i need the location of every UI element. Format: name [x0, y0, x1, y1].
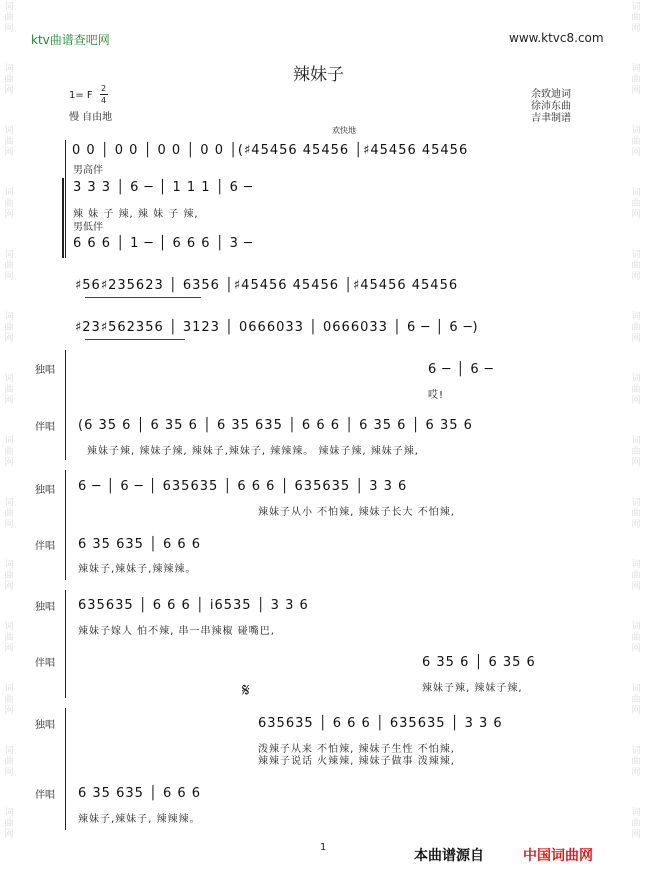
watermark-glyph-group: 词 曲 网	[631, 808, 641, 840]
label-male-high: 男高伴	[73, 165, 103, 176]
system-4-solo-staff: 6 ─ │ 6 ─	[428, 362, 494, 377]
watermark-glyph-group: 词 曲 网	[4, 250, 14, 282]
watermark-glyph-group: 词 曲 网	[631, 498, 641, 530]
watermark-glyph-group: 词 曲 网	[4, 126, 14, 158]
watermark-glyph-group: 词 曲 网	[631, 2, 641, 34]
watermark-glyph-group: 词 曲 网	[4, 312, 14, 344]
tempo-change-marking: 欢快地	[332, 126, 356, 135]
system-6-left-barline	[65, 590, 66, 698]
song-title: 辣妹子	[293, 65, 344, 85]
system-6-chorus-lyric: 辣妹子辣, 辣妹子辣,	[422, 683, 523, 694]
system-5-solo-lyric: 辣妹子从小 不怕辣, 辣妹子长大 不怕辣,	[258, 507, 455, 518]
watermark-glyph-group: 词 曲 网	[631, 746, 641, 778]
system-7-left-barline	[65, 708, 66, 830]
system-7-chorus-staff: 6 35 635 │ 6 6 6	[78, 786, 202, 801]
source-site-link[interactable]: 中国词曲网	[523, 848, 593, 864]
label-chorus-6: 伴唱	[35, 658, 55, 669]
watermark-glyph-group: 词 曲 网	[4, 2, 14, 34]
label-chorus-7: 伴唱	[35, 790, 55, 801]
label-chorus-5: 伴唱	[35, 541, 55, 552]
system-3-beam	[85, 339, 185, 340]
arranger-credit: 吉聿制谱	[531, 113, 571, 124]
watermark-glyph-group: 词 曲 网	[631, 560, 641, 592]
label-solo-6: 独唱	[35, 602, 55, 613]
segno-sign: 𝄋	[242, 680, 250, 701]
watermark-glyph-group: 词 曲 网	[4, 808, 14, 840]
watermark-glyph-group: 词 曲 网	[631, 64, 641, 96]
system-4-left-barline	[65, 350, 66, 460]
label-solo-4: 独唱	[35, 365, 55, 376]
system-5-chorus-lyric: 辣妹子,辣妹子,辣辣辣。	[78, 564, 197, 575]
site-url-right[interactable]: www.ktvc8.com	[509, 31, 604, 45]
system-7-solo-lyric-2: 辣辣子说话 火辣辣, 辣妹子做事 泼辣辣,	[258, 756, 455, 767]
watermark-glyph-group: 词 曲 网	[4, 188, 14, 220]
label-solo-5: 独唱	[35, 485, 55, 496]
label-solo-7: 独唱	[35, 720, 55, 731]
system-4-chorus-lyric: 辣妹子辣, 辣妹子辣, 辣妹子,辣妹子, 辣辣辣。 辣妹子辣, 辣妹子辣,	[87, 446, 419, 457]
key-signature: 1= F	[69, 90, 93, 101]
watermark-glyph-group: 词 曲 网	[4, 622, 14, 654]
watermark-glyph-group: 词 曲 网	[631, 250, 641, 282]
watermark-glyph-group: 词 曲 网	[631, 312, 641, 344]
watermark-glyph-group: 词 曲 网	[631, 126, 641, 158]
watermark-glyph-group: 词 曲 网	[631, 622, 641, 654]
watermark-glyph-group: 词 曲 网	[631, 436, 641, 468]
watermark-glyph-group: 词 曲 网	[4, 436, 14, 468]
source-label: 本曲谱源自	[414, 848, 484, 864]
system-2-beam	[85, 297, 201, 298]
system-7-solo-staff: 635635 │ 6 6 6 │ 635635 │ 3 3 6	[258, 716, 503, 731]
system-2-staff: ♯56♯235623 │ 6356 │♯45456 45456 │♯45456 45456	[75, 278, 459, 293]
system-1-bracket	[62, 178, 68, 258]
system-6-chorus-staff: 6 35 6 │ 6 35 6	[422, 655, 536, 670]
watermark-glyph-group: 词 曲 网	[631, 188, 641, 220]
system-7-solo-lyric-1: 泼辣子从来 不怕辣, 辣妹子生性 不怕辣,	[258, 744, 455, 755]
watermark-glyph-group: 词 曲 网	[4, 684, 14, 716]
tempo-marking: 慢 自由地	[69, 112, 113, 123]
page-number: 1	[320, 842, 327, 853]
system-3-staff: ♯23♯562356 │ 3123 │ 0666033 │ 0666033 │ 6 ─ │ 6 ─)	[75, 320, 479, 335]
lyricist-credit: 余致迪词	[531, 89, 571, 100]
watermark-glyph-group: 词 曲 网	[4, 560, 14, 592]
system-1-top-staff: 0 0 │ 0 0 │ 0 0 │ 0 0 │(♯45456 45456 │♯45456 45456	[72, 143, 469, 158]
watermark-glyph-group: 词 曲 网	[4, 374, 14, 406]
label-male-low: 男低伴	[73, 222, 103, 233]
time-signature-line	[100, 94, 108, 95]
system-4-chorus-staff: (6 35 6 │ 6 35 6 │ 6 35 635 │ 6 6 6 │ 6 35 6 │ 6 35 6	[78, 418, 473, 433]
system-5-left-barline	[65, 470, 66, 580]
system-4-solo-lyric: 哎!	[428, 390, 445, 401]
watermark-glyph-group: 词 曲 网	[631, 684, 641, 716]
site-name-left[interactable]: ktv曲谱查吧网	[31, 33, 110, 47]
watermark-glyph-group: 词 曲 网	[631, 374, 641, 406]
system-6-solo-staff: 635635 │ 6 6 6 │ i6535 │ 3 3 6	[78, 598, 309, 613]
system-5-solo-staff: 6 ─ │ 6 ─ │ 635635 │ 6 6 6 │ 635635 │ 3 3 6	[78, 479, 408, 494]
system-1-high-lyric: 辣 妹 子 辣, 辣 妹 子 辣,	[73, 209, 199, 220]
watermark-glyph-group: 词 曲 网	[4, 498, 14, 530]
time-signature-numerator: 2	[101, 84, 107, 93]
system-7-chorus-lyric: 辣妹子,辣妹子, 辣辣辣。	[78, 814, 201, 825]
watermark-glyph-group: 词 曲 网	[4, 64, 14, 96]
label-chorus-4: 伴唱	[35, 422, 55, 433]
system-1-high-staff: 3 3 3 │ 6 ─ │ 1 1 1 │ 6 ─	[73, 180, 253, 195]
composer-credit: 徐沛东曲	[531, 101, 571, 112]
watermark-glyph-group: 词 曲 网	[4, 746, 14, 778]
time-signature-denominator: 4	[101, 96, 107, 105]
system-5-chorus-staff: 6 35 635 │ 6 6 6	[78, 537, 202, 552]
system-6-solo-lyric: 辣妹子嫁人 怕不辣, 串一串辣椒 碰嘴巴,	[78, 626, 275, 637]
system-1-low-staff: 6 6 6 │ 1 ─ │ 6 6 6 │ 3 ─	[73, 236, 253, 251]
